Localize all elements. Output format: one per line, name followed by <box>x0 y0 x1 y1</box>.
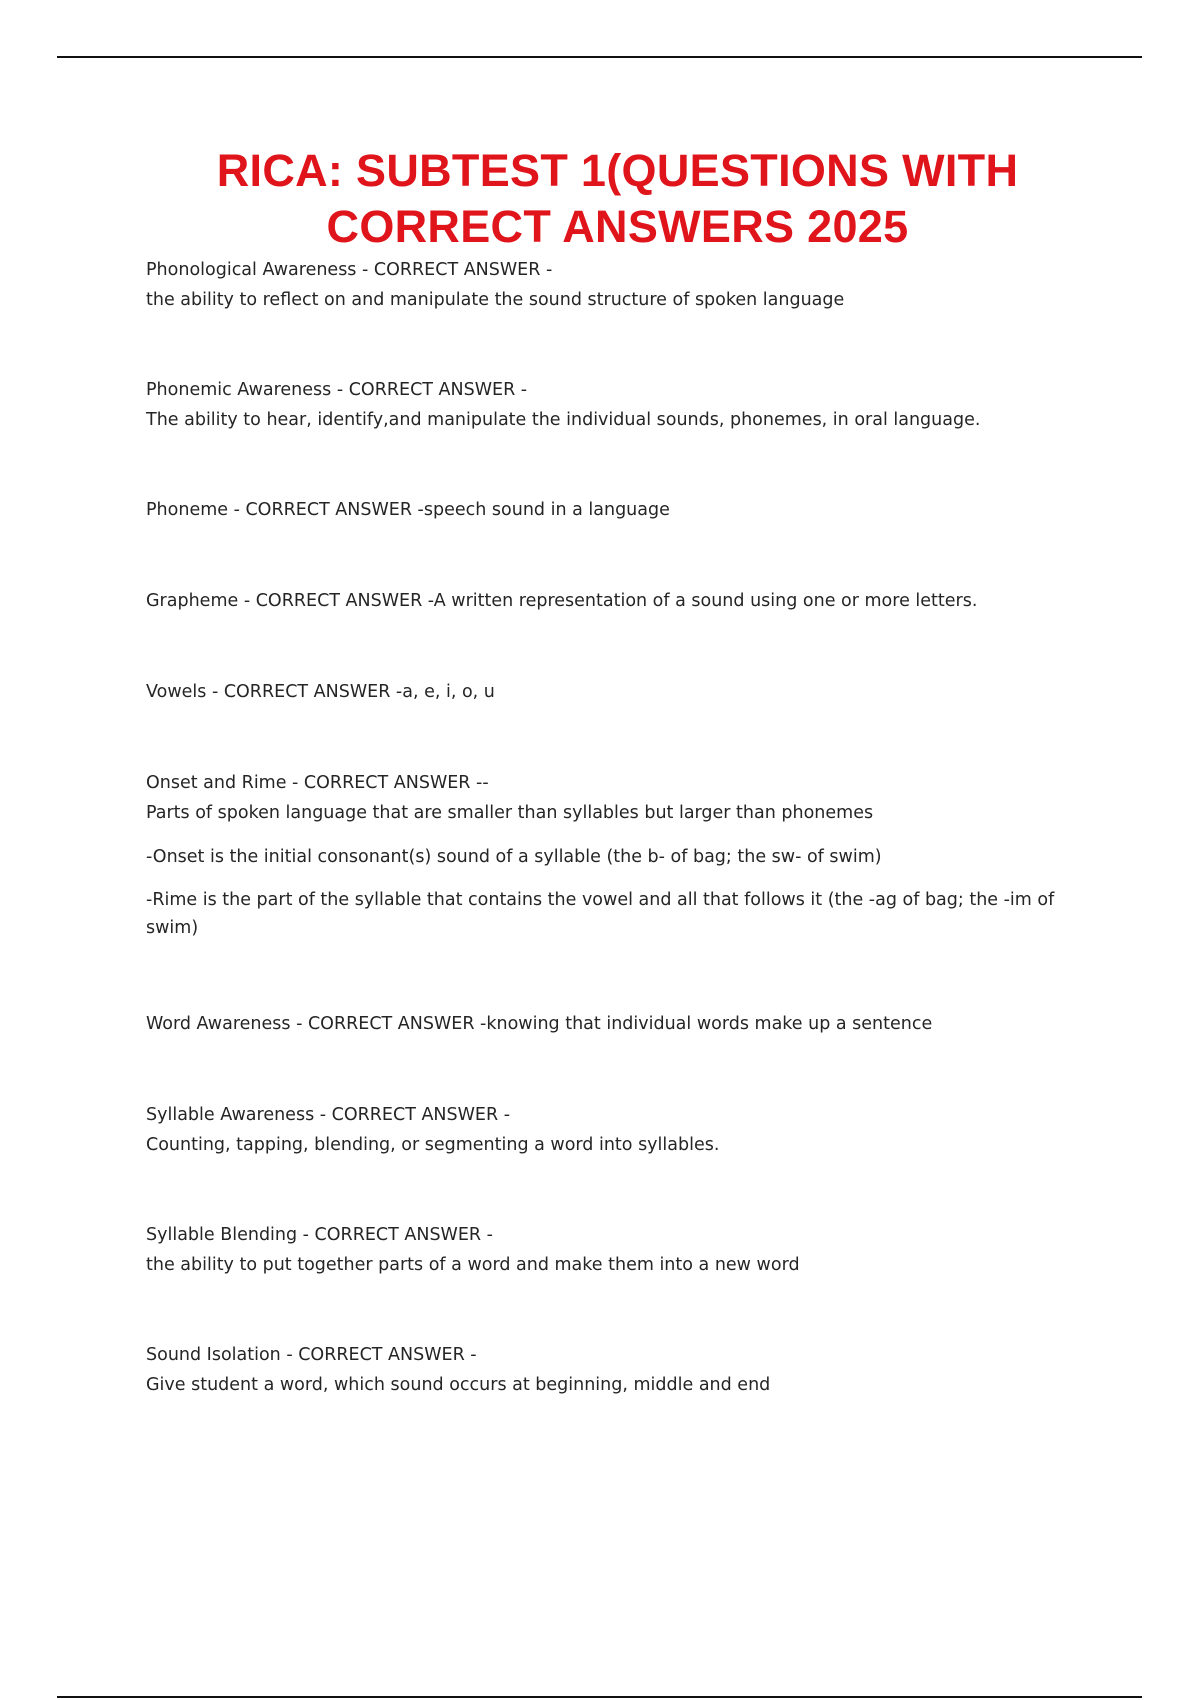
entry-phonemic-awareness <box>146 375 1066 435</box>
entry-definition: The ability to hear, identify,and manipulate the individual sounds, phonemes, in oral language. <box>146 410 981 430</box>
entry-word-awareness <box>146 1009 1066 1039</box>
entry-phonological-awareness <box>146 255 1066 315</box>
entry-phoneme <box>146 495 1066 525</box>
entry-grapheme <box>146 586 1066 616</box>
entry-text: Word Awareness - CORRECT ANSWER -knowing that individual words make up a sentence <box>146 1014 933 1034</box>
entry-term: Syllable Awareness - CORRECT ANSWER - <box>146 1105 511 1125</box>
entry-sound-isolation <box>146 1340 1066 1400</box>
entry-definition: Parts of spoken language that are smaller than syllables but larger than phonemes <box>146 803 874 823</box>
entry-term: Onset and Rime - CORRECT ANSWER -- <box>146 773 489 793</box>
entry-vowels <box>146 677 1066 707</box>
entry-definition: the ability to reflect on and manipulate the sound structure of spoken language <box>146 290 845 310</box>
entry-text: Grapheme - CORRECT ANSWER -A written representation of a sound using one or more letters. <box>146 591 978 611</box>
title-line-1: RICA: SUBTEST 1(QUESTIONS WITH <box>216 145 1019 196</box>
entry-text: Phoneme - CORRECT ANSWER -speech sound in a language <box>146 500 670 520</box>
title-line-2: CORRECT ANSWERS 2025 <box>326 201 909 252</box>
entry-onset-note: -Onset is the initial consonant(s) sound of a syllable (the b- of bag; the sw- of swim) <box>146 847 882 867</box>
entry-definition: Counting, tapping, blending, or segmenting a word into syllables. <box>146 1135 720 1155</box>
entry-term: Sound Isolation - CORRECT ANSWER - <box>146 1345 477 1365</box>
document-title <box>0 143 1200 255</box>
entry-definition: Give student a word, which sound occurs at beginning, middle and end <box>146 1375 771 1395</box>
entry-definition: the ability to put together parts of a word and make them into a new word <box>146 1255 800 1275</box>
top-divider <box>57 56 1142 58</box>
entry-term: Phonological Awareness - CORRECT ANSWER - <box>146 260 553 280</box>
entry-term: Phonemic Awareness - CORRECT ANSWER - <box>146 380 528 400</box>
entry-syllable-blending <box>146 1220 1066 1280</box>
bottom-divider <box>57 1696 1142 1698</box>
entry-term: Syllable Blending - CORRECT ANSWER - <box>146 1225 493 1245</box>
entry-text: Vowels - CORRECT ANSWER -a, e, i, o, u <box>146 682 495 702</box>
entry-onset-and-rime <box>146 768 1066 942</box>
entry-rime-note: -Rime is the part of the syllable that contains the vowel and all that follows it (the -ag of bag; the -im of swim) <box>146 890 1055 938</box>
entry-syllable-awareness <box>146 1100 1066 1160</box>
